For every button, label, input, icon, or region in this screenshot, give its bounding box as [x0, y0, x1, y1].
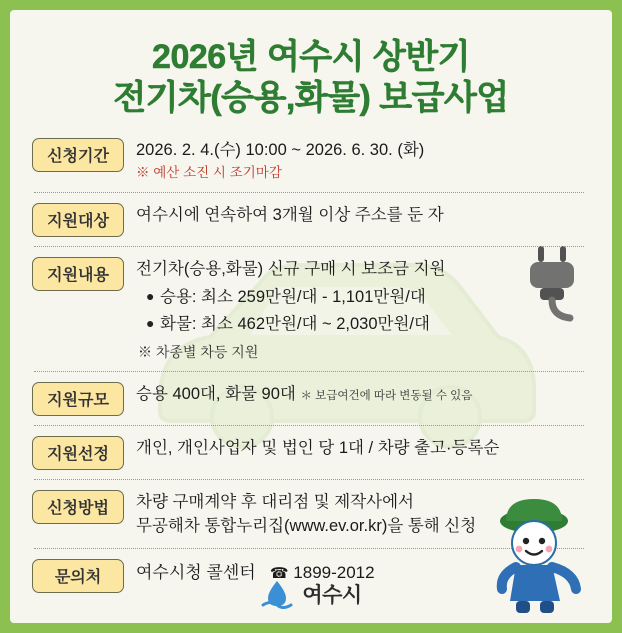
bullet-list [146, 286, 586, 337]
row-main-text: 차량 구매계약 후 대리점 및 제작사에서 [136, 493, 414, 512]
row-main-text: 2026. 2. 4.(수) 10:00 ~ 2026. 6. 30. (화) [136, 140, 425, 159]
divider [34, 246, 584, 247]
row-main-text: 전기차(승용,화물) 신규 구매 시 보조금 지원 [136, 259, 446, 278]
row-tag: 문의처 [32, 559, 124, 593]
divider [34, 425, 584, 426]
divider [34, 479, 584, 480]
row-sub-text: ※ 예산 소진 시 조기마감 [136, 165, 282, 181]
poster-inner [10, 10, 612, 623]
row-main-text: 승용 400대, 화물 90대 [136, 385, 296, 404]
row-application-period [32, 136, 586, 183]
contact-phone: 1899-2012 [293, 562, 375, 582]
list-item [146, 286, 586, 310]
row-support-details [32, 255, 586, 362]
bullet-text: 화물: 최소 462만원/대 ~ 2,030만원/대 [160, 314, 430, 333]
title-line-1: 2026년 여수시 상반기 [152, 38, 470, 76]
row-small-note: ＊ 보급여건에 따라 변동될 수 있음 [300, 390, 473, 403]
row-content [136, 434, 586, 461]
bullet-dot-icon: ● [146, 287, 155, 304]
water-drop-logo-icon [260, 579, 294, 609]
title-line-2: 전기차(승용,화물) 보급사업 [113, 78, 509, 117]
row-main-text-2: 무공해차 통합누리집(www.ev.or.kr)을 통해 신청 [136, 516, 477, 535]
row-main-text: 개인, 개인사업자 및 법인 당 1대 / 차량 출고·등록순 [136, 439, 500, 458]
list-item [146, 313, 586, 337]
row-tag: 신청방법 [32, 490, 124, 524]
footer [10, 579, 612, 609]
page-title [10, 10, 612, 118]
row-note-text: ※ 차종별 차등 지원 [138, 343, 259, 360]
row-tag: 지원내용 [32, 257, 124, 291]
row-content [136, 255, 586, 362]
bullet-text: 승용: 최소 259만원/대 - 1,101만원/대 [160, 287, 426, 306]
row-support-scale [32, 380, 586, 416]
divider [34, 371, 584, 372]
footer-label: 여수시 [302, 584, 362, 607]
row-tag: 지원대상 [32, 203, 124, 237]
bullet-dot-icon: ● [146, 314, 155, 331]
row-eligibility [32, 201, 586, 237]
divider [34, 192, 584, 193]
phone-icon: ☎ [269, 564, 289, 582]
row-content [136, 136, 586, 183]
row-content [136, 201, 586, 228]
row-content [136, 380, 586, 407]
row-selection [32, 434, 586, 470]
row-main-text: 여수시에 연속하여 3개월 이상 주소를 둔 자 [136, 205, 444, 224]
row-tag: 신청기간 [32, 138, 124, 172]
row-tag: 지원규모 [32, 382, 124, 416]
contact-office: 여수시청 콜센터 [136, 562, 256, 582]
row-tag: 지원선정 [32, 436, 124, 470]
